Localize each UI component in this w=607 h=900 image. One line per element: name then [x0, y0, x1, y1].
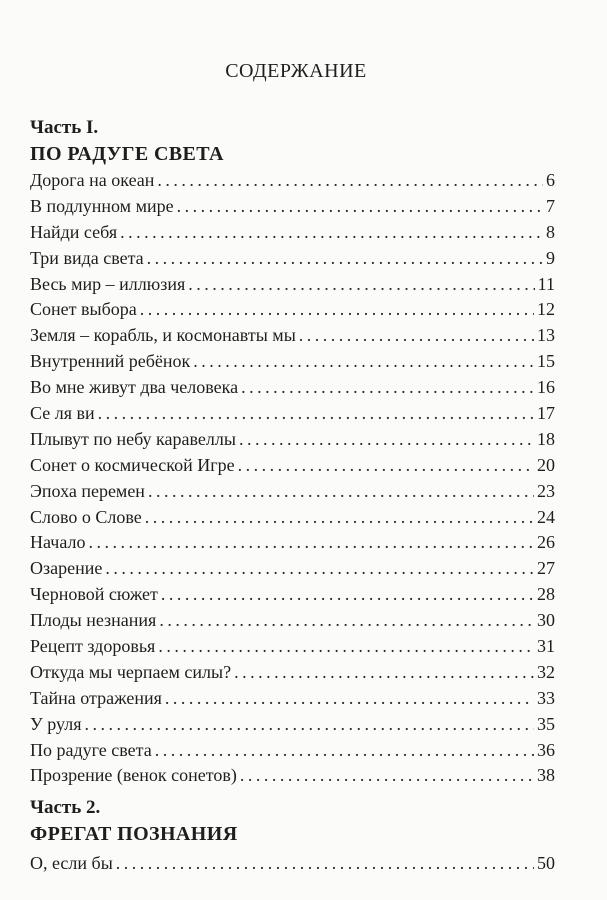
dot-leader [84, 712, 534, 738]
toc-entry [30, 479, 555, 505]
toc-entry-page: 12 [537, 299, 555, 320]
toc-entry [30, 194, 555, 220]
toc-entry-title: Откуда мы черпаем силы? [30, 661, 232, 682]
toc-entry [30, 375, 555, 401]
part-1-title: ПО РАДУГЕ СВЕТА [30, 143, 224, 165]
toc-entry [30, 401, 555, 427]
toc-entry-title: Внутренний ребёнок [30, 351, 191, 372]
part-1-entries [30, 168, 555, 789]
dot-leader [116, 851, 534, 877]
toc-entry [30, 272, 555, 298]
dot-leader [165, 686, 534, 712]
toc-entry-title: Прозрение (венок сонетов) [30, 765, 237, 786]
toc-entry [30, 851, 555, 877]
dot-leader [148, 479, 534, 505]
toc-entry-title: Земля – корабль, и космонавты мы [30, 325, 296, 346]
toc-entry-title: Найди себя [30, 221, 118, 242]
toc-entry [30, 712, 555, 738]
part-2-label: Часть 2. [30, 797, 101, 818]
toc-entry-page: 17 [537, 403, 555, 424]
dot-leader [145, 505, 534, 531]
toc-entry-title: Тайна отражения [30, 687, 162, 708]
toc-entry-title: Начало [30, 532, 86, 553]
toc-entry-title: Во мне живут два человека [30, 377, 239, 398]
dot-leader [239, 427, 534, 453]
toc-entry-page: 38 [537, 765, 555, 786]
toc-entry-page: 50 [537, 853, 555, 873]
toc-entry-title: Слово о Слове [30, 506, 142, 527]
toc-entry [30, 608, 555, 634]
toc-entry-page: 24 [537, 506, 555, 527]
dot-leader [240, 763, 534, 789]
dot-leader [157, 168, 543, 194]
toc-entry-page: 11 [537, 273, 555, 294]
toc-entry-title: О, если бы [30, 853, 113, 873]
toc-entry-page: 23 [537, 480, 555, 501]
toc-entry-title: Рецепт здоровья [30, 636, 156, 657]
toc-entry-page: 28 [537, 584, 555, 605]
toc-entry-page: 18 [537, 428, 555, 449]
dot-leader [105, 556, 534, 582]
part-2-title: ФРЕГАТ ПОЗНАНИЯ [30, 823, 238, 845]
toc-entry-page: 9 [546, 247, 555, 268]
toc-entry-page: 26 [537, 532, 555, 553]
dot-leader [161, 582, 534, 608]
dot-leader [140, 297, 534, 323]
toc-entry-title: Се ля ви [30, 403, 95, 424]
toc-entry [30, 323, 555, 349]
toc-entry [30, 686, 555, 712]
toc-entry [30, 220, 555, 246]
toc-entry-page: 16 [537, 377, 555, 398]
contents-heading: СОДЕРЖАНИЕ [225, 60, 367, 82]
toc-entry-title: Озарение [30, 558, 103, 579]
toc-entry-title: В подлунном мире [30, 195, 174, 216]
toc-entry-page: 6 [546, 170, 555, 190]
toc-entry [30, 582, 555, 608]
dot-leader [188, 272, 534, 298]
toc-entry [30, 660, 555, 686]
dot-leader [177, 194, 543, 220]
toc-entry-title: По радуге света [30, 739, 152, 760]
toc-entry-title: Дорога на океан [30, 170, 155, 190]
toc-entry-title: Три вида света [30, 247, 144, 268]
toc-entry-title: Сонет выбора [30, 299, 137, 320]
toc-entry-title: Сонет о космической Игре [30, 454, 235, 475]
toc-entry-page: 36 [537, 739, 555, 760]
toc-entry-title: Весь мир – иллюзия [30, 273, 186, 294]
toc-entry [30, 246, 555, 272]
dot-leader [234, 660, 534, 686]
toc-entry-title: У руля [30, 713, 82, 734]
toc-entry [30, 505, 555, 531]
toc-entry [30, 168, 555, 194]
part-1-label: Часть I. [30, 117, 99, 138]
toc-entry [30, 763, 555, 789]
dot-leader [238, 453, 534, 479]
toc-entry-title: Плывут по небу каравеллы [30, 428, 236, 449]
toc-entry [30, 530, 555, 556]
toc-entry [30, 556, 555, 582]
toc-entry [30, 634, 555, 660]
dot-leader [159, 608, 534, 634]
toc-entry-page: 20 [537, 454, 555, 475]
toc-entry-page: 13 [537, 325, 555, 346]
toc-entry [30, 453, 555, 479]
toc-entry-page: 30 [537, 610, 555, 631]
toc-entry [30, 427, 555, 453]
toc-entry-page: 7 [546, 195, 555, 216]
dot-leader [147, 246, 543, 272]
toc-entry-page: 33 [537, 687, 555, 708]
toc-entry-title: Плоды незнания [30, 610, 157, 631]
dot-leader [193, 349, 534, 375]
dot-leader [299, 323, 534, 349]
dot-leader [241, 375, 534, 401]
toc-entry [30, 738, 555, 764]
dot-leader [155, 738, 534, 764]
dot-leader [120, 220, 543, 246]
toc-entry-title: Эпоха перемен [30, 480, 145, 501]
part-2-entries [30, 851, 555, 877]
dot-leader [88, 530, 534, 556]
dot-leader [98, 401, 534, 427]
toc-entry-title: Черновой сюжет [30, 584, 158, 605]
toc-entry-page: 32 [537, 661, 555, 682]
toc-entry-page: 27 [537, 558, 555, 579]
toc-entry-page: 31 [537, 636, 555, 657]
dot-leader [158, 634, 534, 660]
toc-entry [30, 349, 555, 375]
toc-entry-page: 35 [537, 713, 555, 734]
toc-entry-page: 15 [537, 351, 555, 372]
toc-entry [30, 297, 555, 323]
toc-entry-page: 8 [546, 221, 555, 242]
